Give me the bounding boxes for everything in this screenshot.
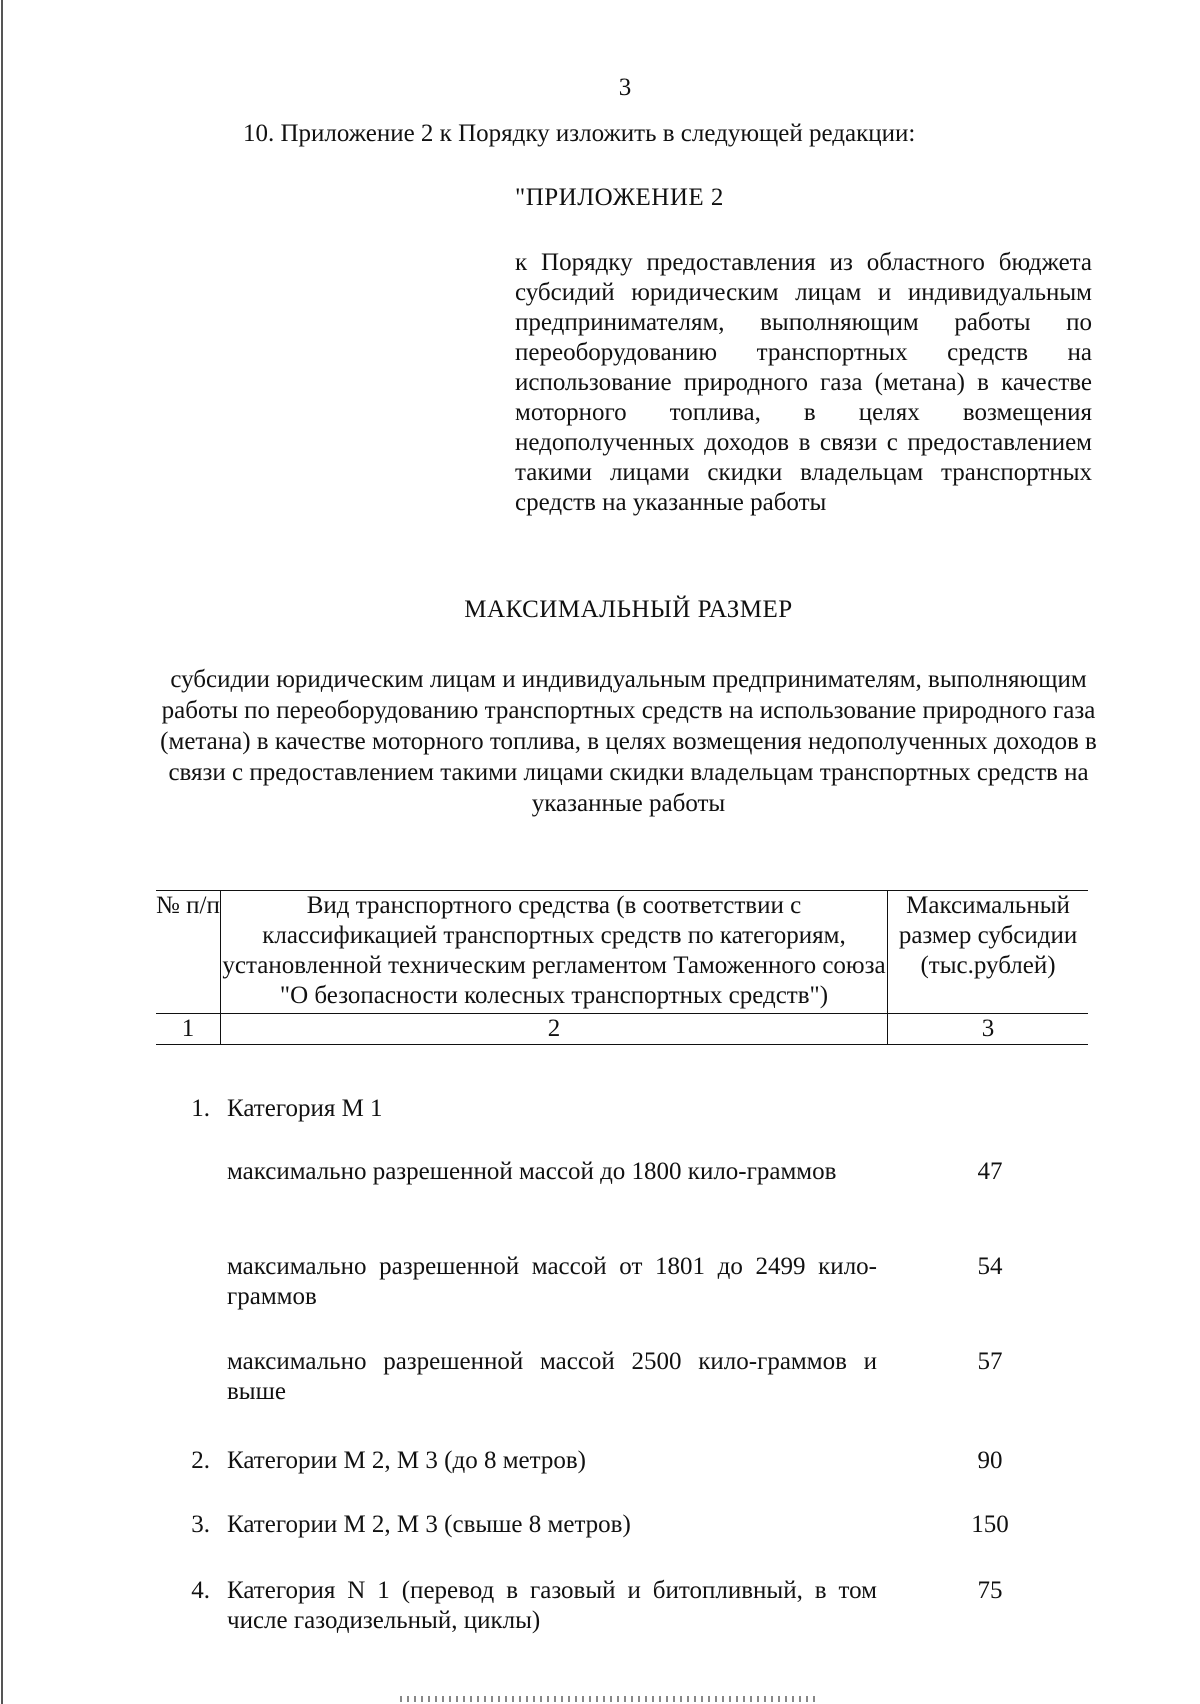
row-value: 150 <box>971 1511 1009 1538</box>
scan-artifact-marks <box>400 1696 820 1702</box>
column-number: 2 <box>220 1014 887 1045</box>
row-number: 3. <box>191 1511 210 1538</box>
row-value: 57 <box>977 1348 1003 1375</box>
row-value: 54 <box>977 1253 1003 1280</box>
document-subheading: субсидии юридическим лицам и индивидуальным предпринимателям, выполняющим работы по переоборудованию транспортных средств на использование природного газа (метана) в качестве моторного топлива, в целях возмещения недополученных доходов в связи с предоставлением такими лицами скидки владельцам транспортных средств на указанные работы <box>160 666 1097 817</box>
row-value: 75 <box>977 1577 1003 1604</box>
row-number: 1. <box>191 1095 210 1122</box>
row-value: 47 <box>977 1158 1003 1185</box>
header-max-subsidy: Максимальный размер субсидии (тыс.рублей) <box>888 891 1088 1014</box>
appendix-title: "ПРИЛОЖЕНИЕ 2 <box>515 184 724 211</box>
subsidy-table-header <box>156 890 1088 1045</box>
row-description: Категория М 1 <box>227 1095 383 1122</box>
table-header-row <box>156 891 1088 1014</box>
row-description: Категории М 2, М 3 (до 8 метров) <box>227 1447 586 1474</box>
row-description: максимально разрешенной массой от 1801 до 2499 кило-граммов <box>227 1253 877 1310</box>
intro-paragraph: 10. Приложение 2 к Порядку изложить в следующей редакции: <box>243 120 916 147</box>
row-number: 2. <box>191 1447 210 1474</box>
column-number: 1 <box>156 1014 220 1045</box>
appendix-subtitle: к Порядку предоставления из областного бюджета субсидий юридическим лицам и индивидуальным предпринимателям, выполняющим работы по переоборудованию транспортных средств на использование природного газа (метана) в качестве моторного топлива, в целях возмещения недополученных доходов в связи с предоставлением такими лицами скидки владельцам транспортных средств на указанные работы <box>515 249 1092 516</box>
column-number-row <box>156 1014 1088 1045</box>
header-vehicle-type: Вид транспортного средства (в соответствии с классификацией транспортных средств по категориям, установленной техническим регламентом Таможенного союза "О безопасности колесных транспортных средств") <box>220 891 887 1014</box>
header-number: № п/п <box>156 891 220 1014</box>
column-number: 3 <box>888 1014 1088 1045</box>
scan-margin-line <box>1 0 3 1704</box>
row-description: максимально разрешенной массой 2500 кило-граммов и выше <box>227 1348 877 1405</box>
row-description: Категории М 2, М 3 (свыше 8 метров) <box>227 1511 631 1538</box>
row-number: 4. <box>191 1577 210 1604</box>
page-number: 3 <box>618 74 632 101</box>
row-description: Категория N 1 (перевод в газовый и битопливный, в том числе газодизельный, циклы) <box>227 1577 877 1634</box>
document-heading: МАКСИМАЛЬНЫЙ РАЗМЕР <box>464 596 793 623</box>
row-description: максимально разрешенной массой до 1800 кило-граммов <box>227 1158 837 1185</box>
row-value: 90 <box>977 1447 1003 1474</box>
